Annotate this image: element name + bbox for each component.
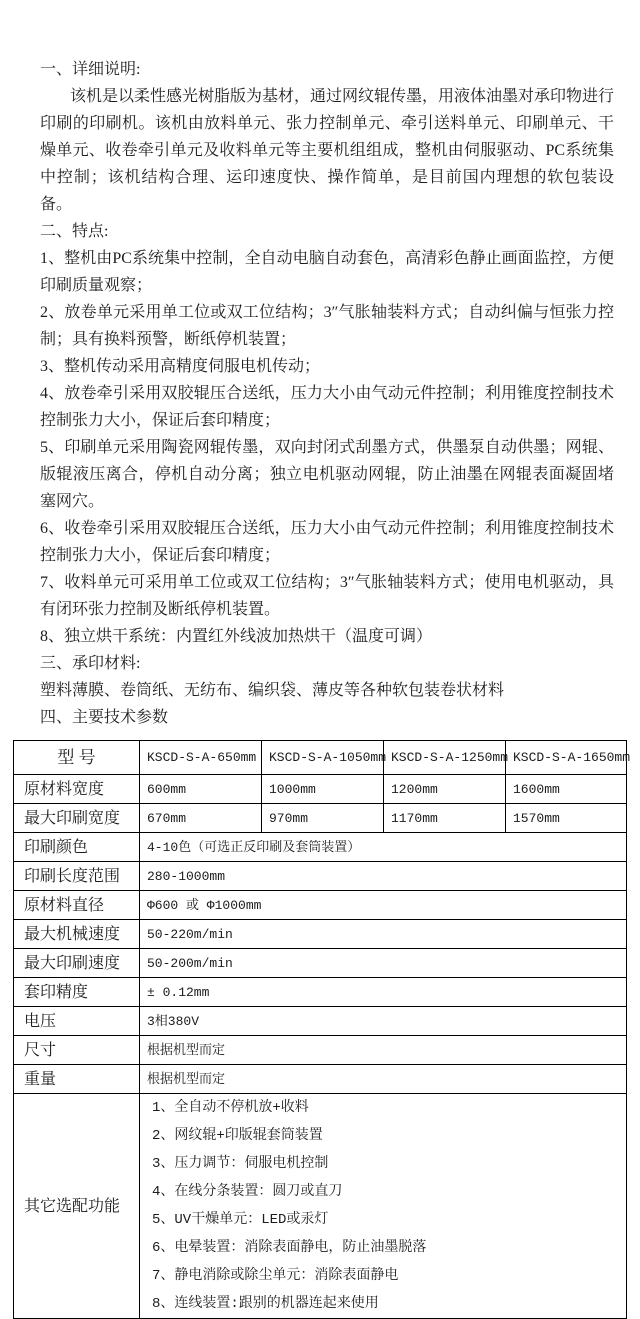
option-item: 1、全自动不停机放+收料 [152,1100,309,1116]
cell-value: 1000mm [262,775,384,804]
cell-model-value: KSCD-S-A-650mm [140,741,262,775]
feature-item: 1、整机由PC系统集中控制，全自动电脑自动套色，高清彩色静止画面监控，方便印刷质量观察； [40,250,614,294]
cell-model-value: KSCD-S-A-1050mm [262,741,384,775]
cell-label: 尺寸 [14,1036,140,1065]
cell-value: 3相380V [140,1007,627,1036]
option-item: 3、压力调节：伺服电机控制 [152,1156,329,1172]
table-row-register-precision [14,978,627,1007]
cell-value: 1600mm [506,775,627,804]
cell-label: 最大机械速度 [14,920,140,949]
option-item: 6、电晕装置：消除表面静电，防止油墨脱落 [152,1240,427,1256]
option-item: 7、静电消除或除尘单元：消除表面静电 [152,1268,399,1284]
table-row-voltage [14,1007,627,1036]
option-item: 4、在线分条装置：圆刀或直刀 [152,1184,343,1200]
cell-label: 重量 [14,1065,140,1094]
cell-label: 最大印刷宽度 [14,804,140,833]
table-row-dimensions [14,1036,627,1065]
cell-model-label: 型 号 [14,741,140,775]
feature-item: 6、收卷牵引采用双胶辊压合送纸，压力大小由气动元件控制；利用锥度控制技术控制张力大小，保证后套印精度； [40,520,614,564]
table-row-colors [14,833,627,862]
feature-item: 4、放卷牵引采用双胶辊压合送纸，压力大小由气动元件控制；利用锥度控制技术控制张力大小，保证后套印精度； [40,385,614,429]
cell-value: Φ600 或 Φ1000mm [140,891,627,920]
cell-value: 1570mm [506,804,627,833]
cell-value: 670mm [140,804,262,833]
section1-paragraph: 该机是以柔性感光树脂版为基材，通过网纹辊传墨，用液体油墨对承印物进行印刷的印刷机。该机由放料单元、张力控制单元、牵引送料单元、印刷单元、干燥单元、收卷牵引单元及收料单元等主要机组组成，整机由伺服驱动、PC系统集中控制；该机结构合理、运印速度快、操作简单，是目前国内理想的软包装设备。 [40,88,615,213]
cell-label: 套印精度 [14,978,140,1007]
section2-heading: 二、特点: [40,223,109,240]
cell-value: 4-10色（可选正反印刷及套筒装置） [140,833,627,862]
section4-heading: 四、主要技术参数 [40,709,169,726]
feature-item: 3、整机传动采用高精度伺服电机传动； [40,358,321,375]
cell-label: 其它选配功能 [14,1094,140,1319]
table-row-weight [14,1065,627,1094]
section3-paragraph: 塑料薄膜、卷筒纸、无纺布、编织袋、薄皮等各种软包装卷状材料 [40,682,505,699]
table-row-options [14,1094,627,1319]
cell-label: 印刷长度范围 [14,862,140,891]
description-section [40,56,614,731]
feature-item: 7、收料单元可采用单工位或双工位结构；3″气胀轴装料方式；使用电机驱动，具有闭环张力控制及断纸停机装置。 [40,574,614,618]
cell-value: 根据机型而定 [140,1036,627,1065]
table-row-mech-speed [14,920,627,949]
table-row-material-diameter [14,891,627,920]
cell-value: 280-1000mm [140,862,627,891]
cell-model-value: KSCD-S-A-1250mm [384,741,506,775]
table-row-model [14,741,627,775]
feature-item: 8、独立烘干系统：内置红外线波加热烘干（温度可调） [40,628,433,645]
feature-item: 5、印刷单元采用陶瓷网辊传墨，双向封闭式刮墨方式，供墨泵自动供墨；网辊、版辊液压离合，停机自动分离；独立电机驱动网辊，防止油墨在网辊表面凝固堵塞网穴。 [40,439,614,510]
cell-label: 原材料直径 [14,891,140,920]
cell-value: 1170mm [384,804,506,833]
option-item: 5、UV干燥单元：LED或汞灯 [152,1212,329,1228]
spec-table [13,740,631,1319]
cell-label: 电压 [14,1007,140,1036]
cell-label: 原材料宽度 [14,775,140,804]
table-row-print-length [14,862,627,891]
cell-options [140,1094,627,1319]
cell-value: 50-200m/min [140,949,627,978]
table-row-print-speed [14,949,627,978]
cell-label: 印刷颜色 [14,833,140,862]
table-row-material-width [14,775,627,804]
cell-value: 1200mm [384,775,506,804]
option-item: 2、网纹辊+印版辊套筒装置 [152,1128,323,1144]
table-row-print-width [14,804,627,833]
cell-label: 最大印刷速度 [14,949,140,978]
feature-item: 2、放卷单元采用单工位或双工位结构；3″气胀轴装料方式；自动纠偏与恒张力控制；具有换料预警，断纸停机装置； [40,304,614,348]
cell-value: 600mm [140,775,262,804]
option-item: 8、连线装置:跟别的机器连起来使用 [152,1296,379,1312]
cell-value: 50-220m/min [140,920,627,949]
section3-heading: 三、承印材料: [40,655,141,672]
section1-heading: 一、详细说明: [40,61,141,78]
cell-value: ± 0.12mm [140,978,627,1007]
cell-value: 970mm [262,804,384,833]
cell-model-value: KSCD-S-A-1650mm [506,741,627,775]
cell-value: 根据机型而定 [140,1065,627,1094]
